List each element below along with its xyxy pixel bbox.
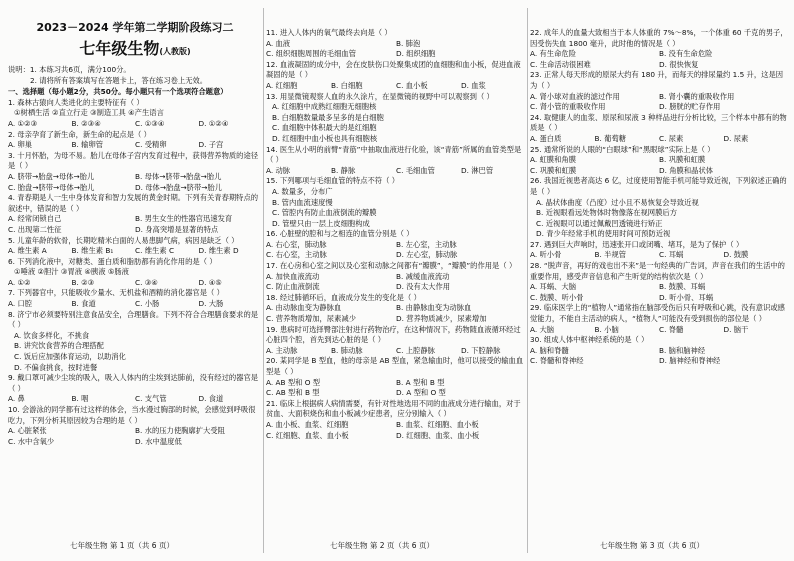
question-stem: 22. 成年人的血量大致相当于本人体重的 7%～8%，一个体重 60 千克的男子，因受伤失血 1800 毫升，此时他的情况是（ ） xyxy=(530,28,788,48)
answer-option: D. 角膜和晶状体 xyxy=(659,165,714,175)
answer-option: C. 小肠 xyxy=(135,299,160,309)
answer-option: A. 主动脉 xyxy=(266,345,298,355)
answer-option: ①树栖生活 ②直立行走 ③制造工具 ④产生语言 xyxy=(14,108,164,118)
answer-options xyxy=(530,198,788,240)
answer-option: A. 血小板、血浆、红细胞 xyxy=(266,419,349,429)
question-stem: 16. 心脏壁的腔和与之相连的血管分别是（ ） xyxy=(266,229,414,239)
answer-options xyxy=(8,246,262,257)
question-stem: 18. 经过肺循环后，血液成分发生的变化是（ ） xyxy=(266,292,421,302)
answer-option: B. 母体→脐带→胎盘→胎儿 xyxy=(135,171,222,181)
answer-option: B. 没有生命危险 xyxy=(659,49,713,59)
question-stem: 6. 下列消化液中，对糖类、蛋白质和脂肪都有消化作用的是（ ） xyxy=(8,256,217,266)
answer-option: D. 血浆 xyxy=(461,80,486,90)
question-stem: 27. 遇到巨大声响时，迅速张开口或闭嘴、堵耳，是为了保护（ ） xyxy=(530,239,744,249)
answer-option: A. 鼻 xyxy=(8,394,25,404)
answer-option: A. 红细胞 xyxy=(266,80,298,90)
answer-option: C. 上腔静脉 xyxy=(396,345,435,355)
answer-option: B. 咽 xyxy=(71,394,89,404)
answer-option: ①唾液 ②胆汁 ③胃液 ④胰液 ⑤肠液 xyxy=(14,267,129,277)
question-stem: 14. 医生从小明的前臂“青筋”中抽取血液进行化验，该“青筋”所属的血管类型是（ ） xyxy=(266,144,522,165)
section-heading: 一、选择题（每小题2分，共50分。每小题只有一个选项符合题意） xyxy=(8,87,228,97)
question-item xyxy=(8,310,262,374)
answer-options xyxy=(530,282,788,303)
question-stem: 28. “脱声音，再好的戏也出不来”是一句经典的广告词，声音在我们的生活中的重要作用，感受声音信息和产生听觉的结构依次是（ ） xyxy=(530,261,785,281)
question-item xyxy=(266,60,526,92)
answer-option: D. 没有太大作用 xyxy=(396,282,451,292)
instruction-line: 说明：1. 本练习共6页，满分100分。 xyxy=(8,65,131,74)
answer-option: A. 大脑 xyxy=(530,324,555,334)
answer-options xyxy=(8,108,262,119)
answer-options xyxy=(266,420,526,441)
answer-option: C. 尿素 xyxy=(659,133,684,143)
question-item xyxy=(266,229,526,261)
answer-options xyxy=(8,426,262,447)
page-footer-3: 七年级生物 第 3 页（共 6 页） xyxy=(600,541,704,550)
question-item xyxy=(530,113,788,145)
answer-option: B. 葡萄糖 xyxy=(594,133,627,143)
answer-option: B. 血浆、红细胞、血小板 xyxy=(396,419,479,429)
question-stem: 24. 取健康人的血浆、原尿和尿液 3 种样品进行分析比较，三个样本中都有的物质是（ ） xyxy=(530,112,787,133)
answer-option: C. 防止血液倒流 xyxy=(266,282,320,292)
question-stem: 17. 在心房和心室之间以及心室和动脉之间都有“瓣膜”，“瓣膜”的作用是（ ） xyxy=(266,261,517,271)
answer-option: C. 组织细胞周围的毛细血管 xyxy=(266,49,356,59)
exam-header xyxy=(8,20,262,63)
answer-options xyxy=(530,92,788,113)
answer-options xyxy=(266,102,526,144)
answer-option: A. 耳蜗、大脑 xyxy=(530,282,576,292)
answer-option: D. ④⑤ xyxy=(198,277,222,287)
answer-option: D. 营养物质减少，尿素增加 xyxy=(396,314,487,324)
question-stem: 1. 森林古猿向人类进化的主要特征有（ ） xyxy=(8,97,144,107)
answer-option: C. AB 型和 B 型 xyxy=(266,388,320,398)
answer-options xyxy=(530,325,788,336)
answer-option: A. 红细胞中成熟红细胞无细胞核 xyxy=(272,102,377,112)
answer-options xyxy=(266,81,526,92)
answer-options xyxy=(266,187,526,229)
answer-option: D. 尿素 xyxy=(723,133,749,143)
answer-option: A. 脐带→胎盘→母体→胎儿 xyxy=(8,171,95,181)
answer-option: D. 子宫 xyxy=(198,140,224,150)
answer-options xyxy=(530,250,788,261)
answer-option: D. 脑干 xyxy=(723,324,749,334)
answer-options xyxy=(8,278,262,289)
answer-option: D. 淋巴管 xyxy=(461,165,494,175)
answer-option: B. A 型和 B 型 xyxy=(396,377,445,387)
question-stem: 12. 血液凝固的成分中，会在皮肤伤口处聚集成团的血细胞和血小板，促进血液凝固的是（ ） xyxy=(266,59,521,80)
answer-options xyxy=(530,134,788,145)
answer-option: B. 鼓膜、耳蜗 xyxy=(659,282,706,292)
answer-option: A. 听小骨 xyxy=(530,250,562,260)
answer-option: C. 水中含氧少 xyxy=(8,436,55,446)
answer-option: B. 白细胞数量最多呈多的是白细胞 xyxy=(272,112,384,122)
question-stem: 20. 某同学是 B 型血，他的母亲是 AB 型血，紧急输血时，他可以接受的输血血型是（ ） xyxy=(266,356,524,376)
answer-option: B. 白细胞 xyxy=(331,80,363,90)
answer-option: A. 血液 xyxy=(266,38,291,48)
question-item xyxy=(266,325,526,357)
column-divider xyxy=(527,8,528,553)
question-item xyxy=(8,119,262,130)
answer-option: D. 组织细胞 xyxy=(396,49,436,59)
question-item xyxy=(266,293,526,325)
answer-option: C. 管腔内有防止血液倒流的瓣膜 xyxy=(272,208,377,218)
answer-options xyxy=(530,346,788,367)
answer-options xyxy=(8,214,262,235)
answer-options xyxy=(530,49,788,70)
answer-option: D. 青少年经常手机的使用时间可预防近视 xyxy=(536,229,671,239)
answer-option: D. 左心室，肺动脉 xyxy=(396,250,458,260)
answer-option: A. 动脉 xyxy=(266,165,291,175)
question-item xyxy=(266,399,526,441)
question-stem: 2. 母亲孕育了新生命，新生命的起点是（ ） xyxy=(8,129,151,139)
answer-option: B. 维生素 B₁ xyxy=(71,246,114,256)
answer-option: D. 下腔静脉 xyxy=(461,345,501,355)
answer-option: C. 近视眼可以通过佩戴凹透镜进行矫正 xyxy=(536,218,663,228)
answer-option: A. 虹膜和角膜 xyxy=(530,155,576,165)
answer-options xyxy=(8,172,262,193)
answer-options xyxy=(8,331,262,373)
edition-label: (人教版) xyxy=(159,47,191,56)
question-item xyxy=(266,92,526,145)
answer-options xyxy=(8,394,262,405)
answer-option: A. 口腔 xyxy=(8,299,33,309)
answer-option: C. 血小板 xyxy=(396,80,428,90)
answer-option: A. 有生命危险 xyxy=(530,49,576,59)
question-item xyxy=(266,28,526,60)
answer-option: D. 脑神经和脊神经 xyxy=(659,356,721,366)
answer-option: A. 饮食多样化，不挑食 xyxy=(14,330,90,340)
question-stem: 4. 青春期是人一生中身体发育和智力发展的黄金时期。下列有关青春期特点的叙述中，错误的是（ ） xyxy=(8,193,259,213)
answer-option: C. ③④ xyxy=(135,277,158,287)
question-item xyxy=(8,130,262,151)
question-stem: 25. 通常所说的人眼的“白眼球”和“黑眼球”实际上是（ ） xyxy=(530,144,715,154)
page-footer-2: 七年级生物 第 2 页（共 6 页） xyxy=(330,541,434,550)
page-column-2 xyxy=(266,0,526,561)
question-stem: 23. 正常人每天形成的原尿大约有 180 升，而每天的排尿量约 1.5 升，这是因为（ ） xyxy=(530,70,784,90)
question-item xyxy=(8,193,262,235)
answer-option: A. 脑和脊髓 xyxy=(530,345,569,355)
question-item xyxy=(8,278,262,289)
answer-option: B. 半规管 xyxy=(594,250,627,260)
answer-option: A. ①② xyxy=(8,277,31,287)
answer-options xyxy=(266,272,526,293)
answer-option: B. 管内血流速度慢 xyxy=(272,197,333,207)
exam-term-title: 2023－2024 学年第二学期阶段练习二 xyxy=(36,21,234,34)
answer-option: D. ①②④ xyxy=(198,118,229,128)
answer-options xyxy=(8,267,262,278)
instructions xyxy=(8,65,262,86)
answer-option: B. 脑和脑神经 xyxy=(659,345,706,355)
answer-option: C. 毛细血管 xyxy=(396,165,435,175)
answer-option: D. 大肠 xyxy=(198,299,224,309)
question-item xyxy=(530,28,788,70)
answer-option: D. 不偏食挑食，按时进餐 xyxy=(14,362,98,372)
question-item xyxy=(8,98,262,119)
answer-option: D. 水中温度低 xyxy=(135,436,182,446)
question-stem: 11. 进入人体内的氧气最终去向是（ ） xyxy=(266,28,392,37)
answer-option: A. ①②③ xyxy=(8,118,38,128)
answer-option: C. 生命活动很困难 xyxy=(530,59,591,69)
question-item xyxy=(8,288,262,309)
answer-option: D. 母体→胎盘→脐带→胎儿 xyxy=(135,182,222,192)
answer-option: D. 很快恢复 xyxy=(659,59,699,69)
answer-option: C. 饭后应加强体育运动，以助消化 xyxy=(14,352,126,362)
answer-option: C. 受精卵 xyxy=(135,140,167,150)
answer-option: B. 减缓血液流动 xyxy=(396,271,450,281)
question-stem: 7. 下列器官中，只能吸收少量水、无机盐和酒精的消化器官是（ ） xyxy=(8,288,224,298)
answer-option: C. 肾小管的重吸收作用 xyxy=(530,102,606,112)
answer-option: B. 讲究饮食营养的合理搭配 xyxy=(14,341,104,351)
answer-options xyxy=(266,346,526,357)
question-stem: 30. 组成人体中枢神经系统的是（ ） xyxy=(530,335,649,345)
answer-option: C. 巩膜和虹膜 xyxy=(530,165,577,175)
answer-option: C. 血细胞中体积最大的是红细胞 xyxy=(272,123,377,133)
question-item xyxy=(530,176,788,240)
question-stem: 13. 用显微镜观察人血的永久涂片，在显微镜的视野中可以观察到（ ） xyxy=(266,91,494,101)
answer-option: B. 男生女生的性器官迅速发育 xyxy=(135,214,233,224)
question-item xyxy=(8,151,262,193)
question-stem: 29. 临床医学上的“植物人”通常指在脑部受伤后只有呼吸和心跳，没有意识或感觉能力，不能自主活动的病人，“植物人”可能没有受到损伤的部位是（ ） xyxy=(530,303,785,324)
answer-option: A. 右心室，肺动脉 xyxy=(266,239,327,249)
question-item xyxy=(266,356,526,398)
answer-option: D. 红细胞中血小板也具有细胞核 xyxy=(272,133,378,143)
question-stem: 19. 患病时可选择臀部注射进行药物治疗，在这种情况下，药物随血液循环经过心脏四个腔，首先到达心脏的是（ ） xyxy=(266,324,521,345)
answer-option: A. 加快血液流动 xyxy=(266,271,320,281)
page-footer-1: 七年级生物 第 1 页（共 6 页） xyxy=(70,541,174,550)
question-item xyxy=(8,257,262,278)
answer-option: C. 鼓膜、听小骨 xyxy=(530,292,584,302)
question-stem: 8. 济宁市必须要特别注意食品安全，合理膳食。下列不符合合理膳食要求的是（ ） xyxy=(8,309,259,330)
answer-option: B. 静脉 xyxy=(331,165,356,175)
answer-option: A. 晶状体曲度（凸度）过小且不易恢复会导致近视 xyxy=(536,197,699,207)
question-item xyxy=(530,70,788,112)
answer-option: C. 脊髓和脊神经 xyxy=(530,356,584,366)
answer-option: C. 支气管 xyxy=(135,394,167,404)
question-item xyxy=(8,405,262,447)
answer-option: B. 由静脉血变为动脉血 xyxy=(396,303,472,313)
question-item xyxy=(8,236,262,257)
column-divider xyxy=(263,8,264,553)
question-item xyxy=(266,176,526,229)
question-stem: 21. 临床上根据病人病情需要，有针对性地选用不同的血液成分进行输血，对于贫血、大面积烧伤和血小板减少症患者，应分别输入（ ） xyxy=(266,398,521,419)
page-column-3 xyxy=(530,0,788,561)
answer-option: C. ①③④ xyxy=(135,118,165,128)
answer-option: A. 蛋白质 xyxy=(530,133,562,143)
answer-option: C. 营养物质增加，尿素减少 xyxy=(266,314,356,324)
answer-option: D. 红细胞、血浆、血小板 xyxy=(396,430,480,440)
answer-option: B. 水的压力使胸廓扩大受阻 xyxy=(135,426,225,436)
page-column-1 xyxy=(8,0,262,561)
question-list xyxy=(8,98,262,448)
question-item xyxy=(266,261,526,293)
answer-option: A. 肾小球对血液的滤过作用 xyxy=(530,91,620,101)
answer-options xyxy=(266,303,526,324)
question-item xyxy=(266,145,526,177)
answer-option: B. 近视眼看远处物体时物像落在视网膜后方 xyxy=(536,208,677,218)
question-stem: 5. 儿童年龄的软骨，长期吃精米白面的人易患脚气病，病因是缺乏（ ） xyxy=(8,235,239,245)
answer-option: D. 维生素 D xyxy=(198,246,239,256)
question-item xyxy=(530,335,788,367)
answer-option: A. 经常闭锁自己 xyxy=(8,214,62,224)
answer-option: B. 食道 xyxy=(71,299,96,309)
answer-options xyxy=(8,119,262,130)
answer-option: B. ②③④ xyxy=(71,118,101,128)
answer-option: A. 由动脉血变为静脉血 xyxy=(266,303,342,313)
answer-option: C. 脊髓 xyxy=(659,324,684,334)
answer-option: C. 胎盘→脐带→母体→胎儿 xyxy=(8,182,95,192)
answer-option: B. 输卵管 xyxy=(71,140,104,150)
answer-option: B. 小脑 xyxy=(594,324,619,334)
question-list xyxy=(266,28,526,441)
answer-option: C. 耳蜗 xyxy=(659,250,684,260)
answer-option: B. 肺动脉 xyxy=(331,345,363,355)
answer-option: A. AB 型和 O 型 xyxy=(266,377,321,387)
question-stem: 15. 下列哪项与毛细血管的特点不符（ ） xyxy=(266,176,399,186)
answer-options xyxy=(266,240,526,261)
answer-option: B. 左心室，主动脉 xyxy=(396,239,457,249)
answer-options xyxy=(8,140,262,151)
answer-option: C. 出现第二性征 xyxy=(8,224,62,234)
answer-option: C. 右心室，主动脉 xyxy=(266,250,327,260)
question-stem: 10. 会游泳的同学都有过这样的体会，当水漫过胸部的时候，会感觉到呼吸很吃力，下列分析其原因较为合理的是（ ） xyxy=(8,405,256,425)
answer-option: D. 食道 xyxy=(198,394,224,404)
answer-option: D. 管壁只由一层上皮细胞构成 xyxy=(272,218,370,228)
answer-options xyxy=(266,39,526,60)
answer-options xyxy=(530,155,788,176)
answer-option: A. 卵巢 xyxy=(8,140,33,150)
question-item xyxy=(530,145,788,177)
answer-options xyxy=(8,299,262,310)
question-item xyxy=(530,240,788,261)
question-item xyxy=(8,373,262,405)
question-item xyxy=(530,303,788,335)
answer-option: D. 听小骨、耳蜗 xyxy=(659,292,714,302)
answer-option: A. 维生素 A xyxy=(8,246,47,256)
instruction-line: 2. 请将所有答案填写在答题卡上，答在练习卷上无效。 xyxy=(30,75,208,85)
question-stem: 3. 十月怀胎，为母不易。胎儿在母体子宫内发育过程中，获得营养物质的途径是（ ） xyxy=(8,150,259,171)
answer-option: A. 心脏紧张 xyxy=(8,426,47,436)
answer-option: C. 红细胞、血浆、血小板 xyxy=(266,430,349,440)
question-list xyxy=(530,28,788,367)
answer-option: B. 肺泡 xyxy=(396,38,421,48)
exam-subject-title: 七年级生物(人教版) xyxy=(79,39,191,58)
answer-option: A. 数量多，分布广 xyxy=(272,186,333,196)
answer-option: D. 膀胱的贮存作用 xyxy=(659,102,721,112)
answer-options xyxy=(266,378,526,399)
answer-option: B. 肾小囊的重吸收作用 xyxy=(659,91,735,101)
question-stem: 26. 我国近视患者高达 6 亿，过度使用智能手机可能导致近视，下列叙述正确的是（ ） xyxy=(530,176,787,196)
answer-option: D. 身高突增是显著的特点 xyxy=(135,224,219,234)
question-item xyxy=(530,261,788,303)
answer-option: D. A 型和 O 型 xyxy=(396,388,446,398)
answer-options xyxy=(266,166,526,177)
answer-option: B. ②③ xyxy=(71,277,95,287)
answer-option: B. 巩膜和虹膜 xyxy=(659,155,706,165)
answer-option: C. 维生素 C xyxy=(135,246,175,256)
question-stem: 9. 戴口罩可减少尘埃的吸入，吸入人体内的尘埃到达肺前，没有经过的器官是（ ） xyxy=(8,373,259,393)
answer-option: D. 鼓膜 xyxy=(723,250,749,260)
